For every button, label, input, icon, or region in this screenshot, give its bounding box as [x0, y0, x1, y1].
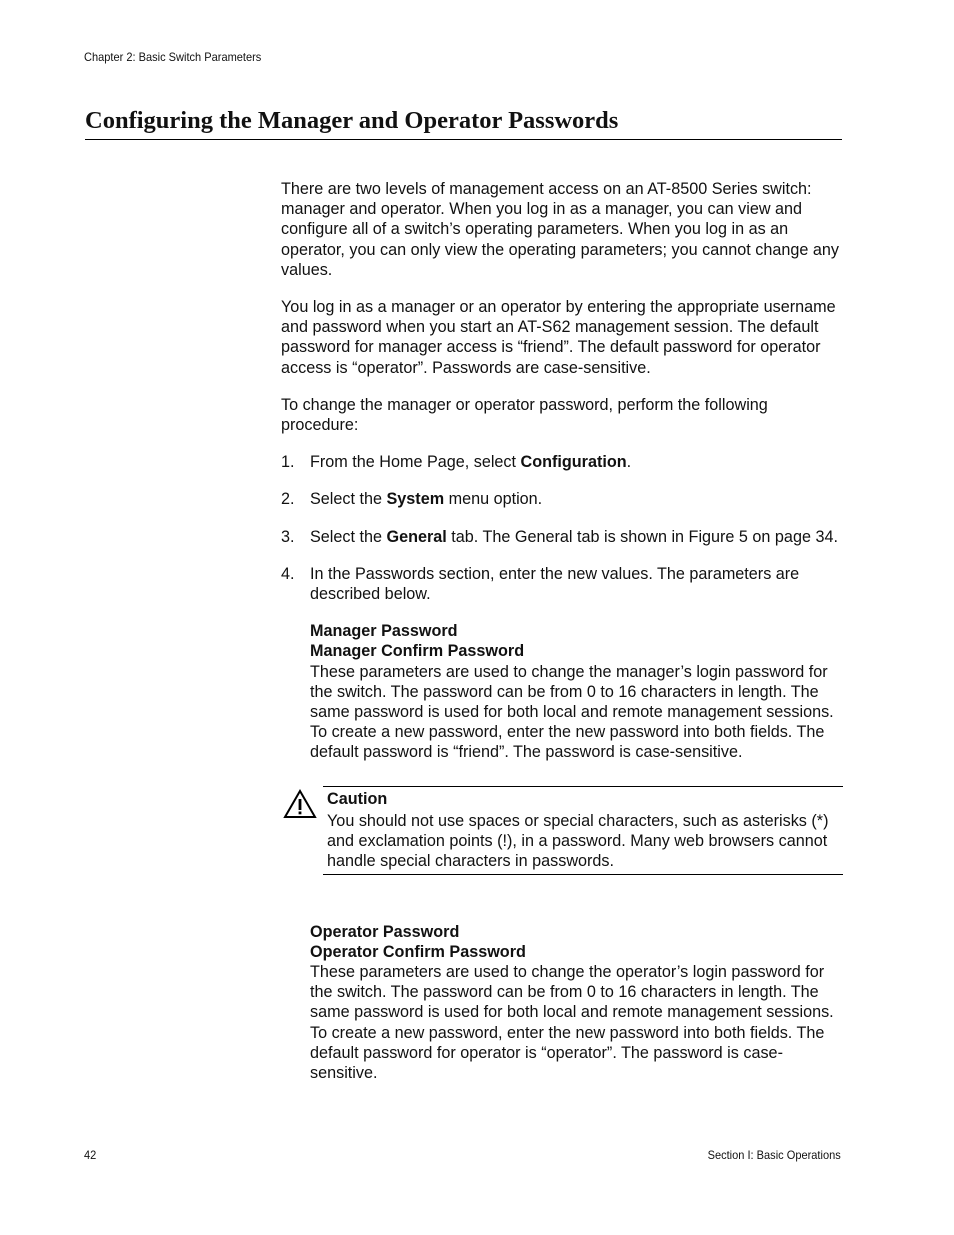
step-text: . [626, 453, 632, 472]
warning-triangle-icon [283, 789, 317, 819]
step-number: 2. [281, 490, 295, 509]
body-content [281, 179, 843, 1083]
step-ui-term: System [386, 490, 445, 509]
section-title: Configuring the Manager and Operator Passwords [85, 107, 619, 134]
manager-params-description: These parameters are used to change the manager’s login password for the switch. The password can be from 0 to 16 characters in length. The same password is used for both local and remote management sessions. To create a new password, enter the new password into both fields. The default password is “friend”. The password is case-sensitive. [310, 662, 834, 762]
running-header: Chapter 2: Basic Switch Parameters [84, 50, 262, 64]
step-1 [281, 452, 843, 472]
param-name-manager-password: Manager Password [310, 622, 458, 641]
step-ui-term: General [386, 527, 447, 546]
param-name-operator-confirm-password: Operator Confirm Password [310, 942, 526, 961]
title-rule [85, 139, 842, 140]
step-number: 1. [281, 453, 295, 472]
step-number: 3. [281, 527, 295, 546]
step-2 [281, 489, 843, 509]
step-text: From the Home Page, select [310, 453, 521, 472]
step-text: menu option. [444, 490, 543, 509]
footer-section-name: Section I: Basic Operations [707, 1148, 841, 1162]
operator-params-description: These parameters are used to change the operator’s login password for the switch. The password can be from 0 to 16 characters in length. The same password is used for both local and remote management sessions. To create a new password, enter the new password into both fields. The default password for operator is “operator”. The password is case-sensitive. [310, 963, 834, 1083]
intro-paragraph-1: There are two levels of management access on an AT-8500 Series switch: manager and operator. When you log in as a manager, you can view and configure all of a switch’s operating parameters. When you log in as an operator, you can only view the operating parameters; you cannot change any values. [281, 180, 839, 279]
caution-note [281, 786, 843, 878]
step-number: 4. [281, 564, 295, 583]
step-ui-term: Configuration [520, 453, 627, 472]
step-3 [281, 527, 843, 547]
caution-title: Caution [327, 789, 388, 808]
step-text: In the Passwords section, enter the new values. The parameters are described below. [310, 564, 800, 604]
caution-box [323, 786, 843, 876]
caution-text: You should not use spaces or special characters, such as asterisks (*) and exclamation points (!), in a password. Many web browsers cannot handle special characters in passwords. [327, 811, 829, 871]
operator-password-params [310, 922, 843, 1084]
manager-password-params [310, 621, 843, 762]
step-4 [281, 564, 843, 604]
page-number: 42 [84, 1148, 97, 1162]
intro-paragraph-3: To change the manager or operator password, perform the following procedure: [281, 395, 768, 435]
intro-paragraph-2: You log in as a manager or an operator by entering the appropriate username and password when you start an AT-S62 management session. The default password for manager access is “friend”. The default password for operator access is “operator”. Passwords are case-sensitive. [281, 298, 836, 377]
step-text: tab. The General tab is shown in Figure 5 on page 34. [446, 527, 838, 546]
param-name-operator-password: Operator Password [310, 922, 460, 941]
step-text: Select the [310, 527, 387, 546]
procedure-steps [281, 452, 843, 604]
step-text: Select the [310, 490, 387, 509]
param-name-manager-confirm-password: Manager Confirm Password [310, 642, 525, 661]
